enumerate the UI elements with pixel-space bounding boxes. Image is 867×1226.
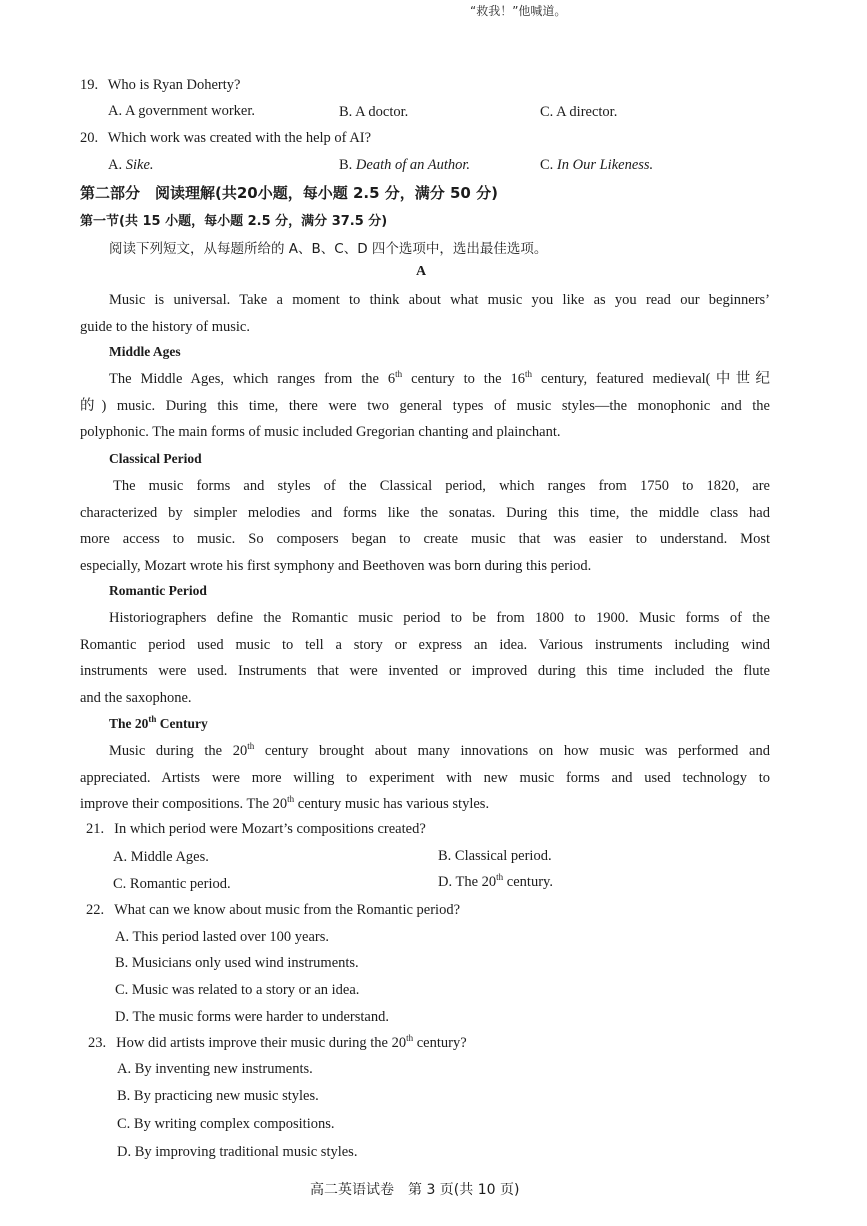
- q21-option-c[interactable]: C. Romantic period.: [113, 876, 231, 892]
- q19-option-a[interactable]: A. A government worker.: [108, 103, 256, 119]
- twentieth-century-paragraph: Music during the 20th century brought about many innovations on how music was performed and appreciated. Artists were more willing to experiment with new music forms and used technology to improve their compositions. The 20th century music has various styles.: [80, 741, 770, 812]
- q21-option-d[interactable]: D. The 20th century.: [438, 872, 553, 890]
- question-21: 21. In which period were Mozart’s compositions created?: [86, 821, 426, 837]
- q19-option-b[interactable]: B. A doctor.: [339, 104, 409, 120]
- romantic-paragraph: Historiographers define the Romantic music period to be from 1800 to 1900. Music forms of the Romantic period used music to tell a story or express an idea. Various instruments including wind instruments were used. Instruments that were invented or improved during this time included the flute and the saxophone.: [80, 610, 770, 706]
- q22-option-a[interactable]: A. This period lasted over 100 years.: [115, 929, 329, 945]
- q20-option-b[interactable]: B. Death of an Author.: [339, 157, 471, 173]
- heading-classical-period: Classical Period: [109, 451, 202, 466]
- q23-option-d[interactable]: D. By improving traditional music styles.: [117, 1144, 358, 1160]
- instruction: 阅读下列短文，从每题所给的 A、B、C、D 四个选项中，选出最佳选项。: [109, 241, 548, 257]
- q20-option-c[interactable]: C. In Our Likeness.: [540, 157, 654, 173]
- q21-option-a[interactable]: A. Middle Ages.: [113, 849, 209, 865]
- middle-ages-paragraph: The Middle Ages, which ranges from the 6th century to the 16th century, featured medieval(中世纪 的) music. During this time, there were two general types of music styles—the monophonic and the polyphonic. The main forms of music included Gregorian chanting and plainchant.: [80, 366, 770, 446]
- heading-romantic-period: Romantic Period: [109, 583, 207, 598]
- question-20: 20. Which work was created with the help of AI?: [80, 130, 372, 146]
- q23-option-c[interactable]: C. By writing complex compositions.: [117, 1116, 335, 1132]
- page-footer: 高二英语试卷 第 3 页(共 10 页): [310, 1182, 520, 1198]
- handwritten-note: “救我！”他喊道。: [470, 4, 567, 18]
- q21-option-b[interactable]: B. Classical period.: [438, 848, 552, 864]
- q20-option-a[interactable]: A. Sike.: [108, 157, 154, 173]
- middle-ages-line-1: The Middle Ages, which ranges from the 6th century to the 16th century, featured medieval(中世纪: [109, 369, 770, 387]
- q19-option-c[interactable]: C. A director.: [540, 104, 618, 120]
- q22-option-c[interactable]: C. Music was related to a story or an idea.: [115, 982, 360, 998]
- q23-option-a[interactable]: A. By inventing new instruments.: [117, 1061, 313, 1077]
- question-19: 19. Who is Ryan Doherty?: [80, 77, 241, 93]
- heading-middle-ages: Middle Ages: [109, 344, 181, 359]
- classical-paragraph: The music forms and styles of the Classical period, which ranges from 1750 to 1820, are characterized by simpler melodies and forms like the sonatas. During this time, the middle class had more access to music. So composers began to create music that was easier to understand. Most especially, Mozart wrote his first symphony and Beethoven was born during this period.: [80, 478, 770, 574]
- q22-option-b[interactable]: B. Musicians only used wind instruments.: [115, 955, 359, 971]
- section1-title: 第一节(共 15 小题，每小题 2.5 分，满分 37.5 分): [80, 214, 388, 229]
- intro-paragraph: Music is universal. Take a moment to think about what music you like as you read our beginners’ guide to the history of music.: [80, 292, 770, 335]
- q22-option-d[interactable]: D. The music forms were harder to understand.: [115, 1009, 389, 1025]
- passage-letter: A: [416, 264, 427, 279]
- q23-option-b[interactable]: B. By practicing new music styles.: [117, 1088, 319, 1104]
- question-22: 22. What can we know about music from the Romantic period?: [86, 902, 461, 918]
- question-23: 23. How did artists improve their music during the 20th century?: [88, 1033, 467, 1051]
- heading-20th-century: The 20th Century: [109, 714, 208, 731]
- part2-title: 第二部分 阅读理解(共20小题，每小题 2.5 分，满分 50 分): [80, 184, 498, 202]
